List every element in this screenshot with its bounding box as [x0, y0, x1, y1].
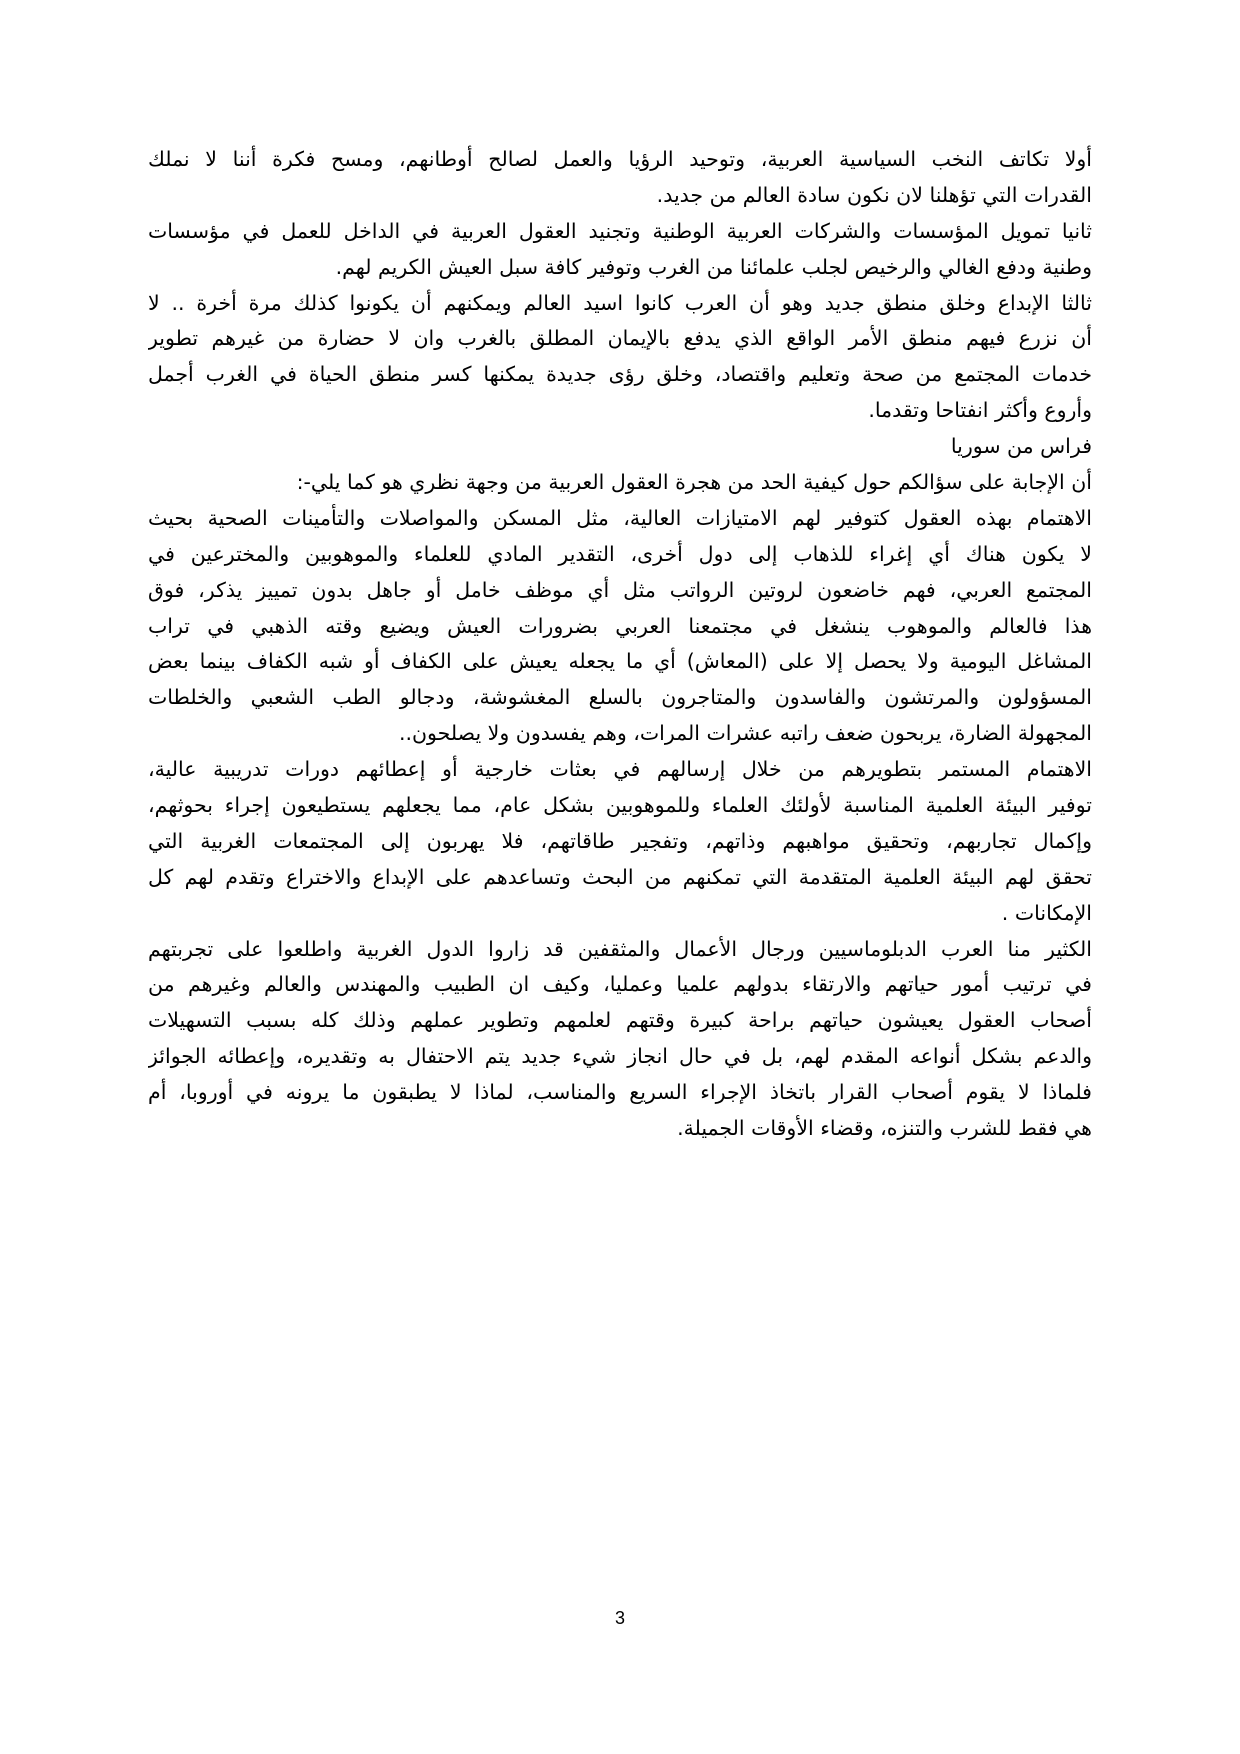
text-line: والدعم بشكل أنواعه المقدم لهم، بل في حال انجاز شيء جديد يتم الاحتفال به وتقديره، وإعطائه الجوائز: [148, 1044, 1092, 1069]
text-line: هي فقط للشرب والتنزه، وقضاء الأوقات الجميلة.: [677, 1116, 1092, 1141]
text-line: وطنية ودفع الغالي والرخيص لجلب علمائنا من الغرب وتوفير كافة سبل العيش الكريم لهم.: [335, 254, 1092, 279]
text-line: توفير البيئة العلمية المناسبة لأولئك العلماء وللموهوبين بشكل عام، مما يجعلهم يستطيعون إجراء بحوثهم،: [148, 793, 1092, 818]
text-line: ثالثا الإبداع وخلق منطق جديد وهو أن العرب كانوا اسيد العالم ويمكنهم أن يكونوا كذلك مرة أخرة .. لا: [148, 290, 1092, 315]
text-line: لا يكون هناك أي إغراء للذهاب إلى دول أخرى، التقدير المادي للعلماء والموهوبين والمخترعين في: [148, 541, 1092, 566]
text-line: خدمات المجتمع من صحة وتعليم واقتصاد، وخلق رؤى جديدة يمكنها كسر منطق الحياة في الغرب أجمل: [148, 362, 1092, 387]
text-line: الاهتمام بهذه العقول كتوفير لهم الامتيازات العالية، مثل المسكن والمواصلات والتأمينات الصحية بحيث: [148, 505, 1092, 530]
text-line: الإمكانات .: [1001, 900, 1092, 925]
text-line: فراس من سوريا: [950, 434, 1092, 459]
text-line: وإكمال تجاربهم، وتحقيق مواهبهم وذاتهم، وتفجير طاقاتهم، فلا يهربون إلى المجتمعات الغربية التي: [148, 828, 1092, 853]
text-line: الاهتمام المستمر بتطويرهم من خلال إرسالهم في بعثات خارجية أو إعطائهم دورات تدريبية عالية،: [148, 757, 1092, 782]
text-line: المجهولة الضارة، يربحون ضعف راتبه عشرات المرات، وهم يفسدون ولا يصلحون..: [398, 721, 1092, 746]
page-number: 3: [614, 1608, 625, 1628]
text-line: وأروع وأكثر انفتاحا وتقدما.: [868, 398, 1092, 423]
text-line: أن نزرع فيهم منطق الأمر الواقع الذي يدفع بالإيمان المطلق بالغرب وان لا حضارة من غيرهم تطوير: [148, 326, 1092, 351]
text-line: أصحاب العقول يعيشون حياتهم براحة كبيرة وقتهم لعلمهم وتطوير عملهم وذلك كله بسبب التسهيلات: [148, 1008, 1092, 1033]
text-line: المجتمع العربي، فهم خاضعون لروتين الرواتب مثل أي موظف خامل أو جاهل بدون تمييز يذكر، فوق: [148, 577, 1092, 602]
article-body: [148, 142, 1092, 1147]
text-line: المشاغل اليومية ولا يحصل إلا على (المعاش) أي ما يجعله يعيش على الكفاف أو شبه الكفاف بينما بعض: [148, 649, 1092, 674]
text-line: تحقق لهم البيئة العلمية المتقدمة التي تمكنهم من البحث وتساعدهم على الإبداع والاختراع وتقدم لهم كل: [148, 864, 1092, 889]
text-line: القدرات التي تؤهلنا لان نكون سادة العالم من جديد.: [656, 182, 1092, 207]
text-line: فلماذا لا يقوم أصحاب القرار باتخاذ الإجراء السريع والمناسب، لماذا لا يطبقون ما يرونه في أوروبا، أم: [148, 1080, 1092, 1105]
text-line: الكثير منا العرب الدبلوماسيين ورجال الأعمال والمثقفين قد زاروا الدول الغربية واطلعوا على تجربتهم: [148, 936, 1092, 961]
text-line: المسؤولون والمرتشون والفاسدون والمتاجرون بالسلع المغشوشة، ودجالو الطب الشعبي والخلطات: [148, 685, 1092, 710]
text-line: هذا فالعالم والموهوب ينشغل في مجتمعنا العربي بضرورات العيش ويضيع وقته الذهبي في تراب: [148, 613, 1092, 638]
text-line: أن الإجابة على سؤالكم حول كيفية الحد من هجرة العقول العربية من وجهة نظري هو كما يلي-:: [296, 470, 1092, 495]
text-line: ثانيا تمويل المؤسسات والشركات العربية الوطنية وتجنيد العقول العربية في الداخل للعمل في مؤسسات: [148, 218, 1092, 243]
text-line: أولا تكاتف النخب السياسية العربية، وتوحيد الرؤيا والعمل لصالح أوطانهم، ومسح فكرة أننا لا نملك: [148, 147, 1092, 171]
text-line: في ترتيب أمور حياتهم والارتقاء بدولهم علميا وعمليا، وكيف ان الطبيب والمهندس والعالم وغيرهم من: [148, 972, 1092, 997]
